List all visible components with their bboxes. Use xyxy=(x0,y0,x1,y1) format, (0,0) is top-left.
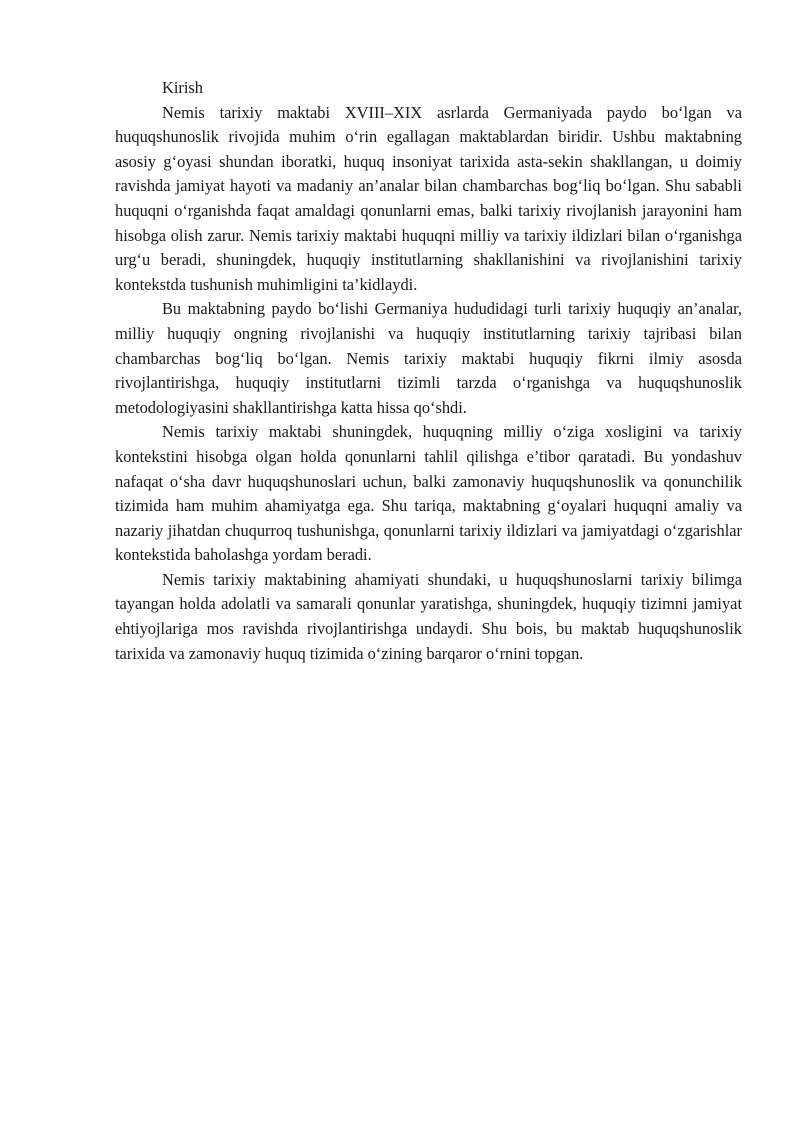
paragraph-1: Nemis tarixiy maktabi XVIII–XIX asrlarda Germaniyada paydo bo‘lgan va huquqshunoslik rivojida muhim o‘rin egallagan maktablardan biridir. Ushbu maktabning asosiy g‘oyasi shundan iboratki, huquq insoniyat tarixida asta-sekin shakllangan, u doimiy ravishda jamiyat hayoti va madaniy an’analar bilan chambarchas bog‘liq bo‘lgan. Shu sababli huquqni o‘rganishda faqat amaldagi qonunlarni emas, balki tarixiy rivojlanish jarayonini ham hisobga olish zarur. Nemis tarixiy maktabi huquqni milliy va tarixiy ildizlari bilan o‘rganishga urg‘u beradi, shuningdek, huquqiy institutlarning shakllanishini va rivojlanishini tarixiy kontekstda tushunish muhimligini ta’kidlaydi. xyxy=(115,102,742,294)
document-page xyxy=(115,76,742,666)
paragraph-4: Nemis tarixiy maktabining ahamiyati shundaki, u huquqshunoslarni tarixiy bilimga tayangan holda adolatli va samarali qonunlar yaratishga, shuningdek, huquqiy tizimni jamiyat ehtiyojlariga mos ravishda rivojlantirishga undaydi. Shu bois, bu maktab huquqshunoslik tarixida va zamonaviy huquq tizimida o‘zining barqaror o‘rnini topgan. xyxy=(115,569,742,663)
paragraph-2: Bu maktabning paydo bo‘lishi Germaniya hududidagi turli tarixiy huquqiy an’analar, milliy huquqiy ongning rivojlanishi va huquqiy institutlarning tarixiy tajribasi bilan chambarchas bog‘liq bo‘lgan. Nemis tarixiy maktabi huquqiy fikrni ilmiy asosda rivojlantirishga, huquqiy institutlarni tizimli tarzda o‘rganishga va huquqshunoslik metodologiyasini shakllantirishga katta hissa qo‘shdi. xyxy=(115,299,742,417)
section-heading: Kirish xyxy=(162,78,203,97)
paragraph-3: Nemis tarixiy maktabi shuningdek, huquqning milliy o‘ziga xosligini va tarixiy kontekstini hisobga olgan holda qonunlarni tahlil qilishga e’tibor qaratadi. Bu yondashuv nafaqat o‘sha davr huquqshunoslari uchun, balki zamonaviy huquqshunoslik va qonunchilik tizimida ham muhim ahamiyatga ega. Shu tariqa, maktabning g‘oyalari huquqni amaliy va nazariy jihatdan chuqurroq tushunishga, qonunlarni tarixiy ildizlari va jamiyatdagi o‘zgarishlar kontekstida baholashga yordam beradi. xyxy=(115,422,742,565)
